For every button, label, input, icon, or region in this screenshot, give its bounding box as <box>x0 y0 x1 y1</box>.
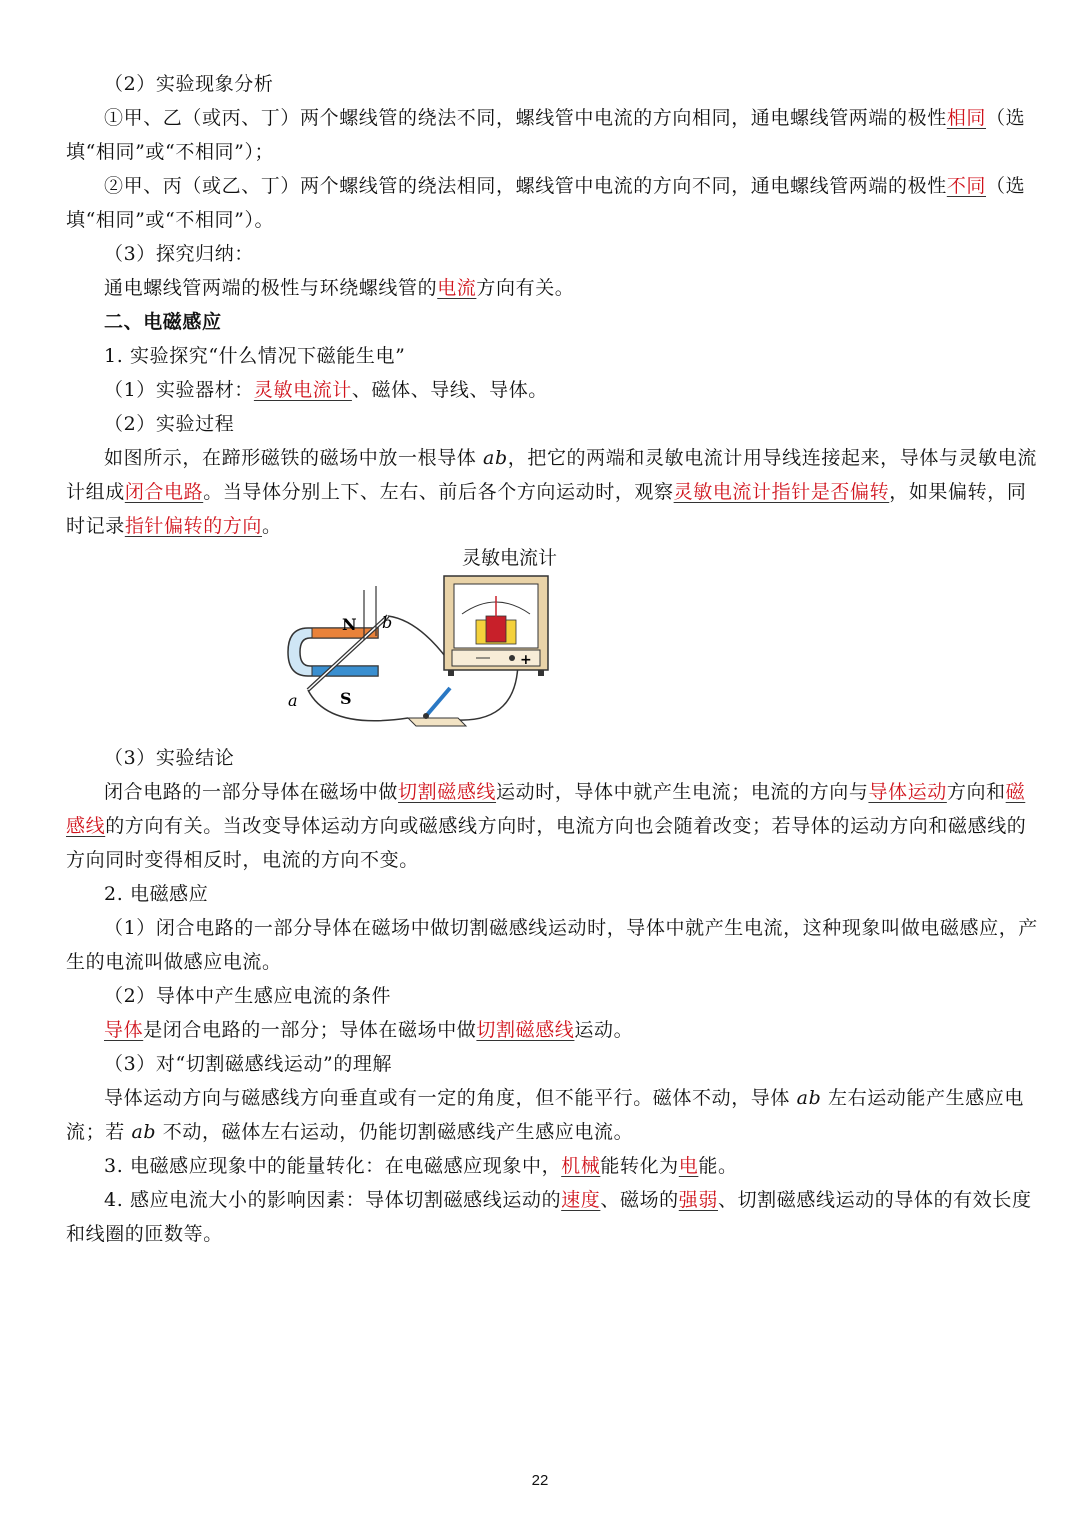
answer-blank: 灵敏电流计 <box>253 379 352 401</box>
answer-blank: 电流 <box>437 277 477 299</box>
page-number: 22 <box>531 1472 549 1489</box>
paragraph: ①甲、乙（或丙、丁）两个螺线管的绕法不同，螺线管中电流的方向相同，通电螺线管两端的极性相同（选 <box>104 107 1026 129</box>
answer-blank: 灵敏电流计指针是否偏转 <box>673 481 890 503</box>
end-b-label: b <box>382 613 393 632</box>
paragraph: 时记录指针偏转的方向。 <box>66 515 282 537</box>
paragraph: 导体运动方向与磁感线方向垂直或有一定的角度，但不能平行。磁体不动，导体 ab 左右运动能产生感应电 <box>104 1087 1024 1109</box>
answer-blank: 闭合电路 <box>124 481 204 503</box>
paragraph: 计组成闭合电路。当导体分别上下、左右、前后各个方向运动时，观察灵敏电流计指针是否偏转，如果偏转，同 <box>66 481 1027 503</box>
paragraph: 和线圈的匝数等。 <box>66 1223 223 1245</box>
paragraph: 通电螺线管两端的极性与环绕螺线管的电流方向有关。 <box>104 277 575 299</box>
subheading: （2）实验过程 <box>104 413 235 435</box>
switch <box>408 688 466 726</box>
answer-blank: 导体运动 <box>868 781 947 803</box>
answer-blank: 切割磁感线 <box>476 1019 575 1041</box>
figure-caption: 灵敏电流计 <box>462 547 558 569</box>
plus-terminal-label: + <box>520 652 532 668</box>
north-pole-label: N <box>342 615 357 634</box>
galvanometer <box>444 576 548 676</box>
paragraph: 感线的方向有关。当改变导体运动方向或磁感线方向时，电流方向也会随着改变；若导体的运动方向和磁感线的 <box>66 815 1027 837</box>
section-title: 二、电磁感应 <box>104 311 222 333</box>
paragraph: （1）实验器材：灵敏电流计、磁体、导线、导体。 <box>104 379 548 401</box>
paragraph: 闭合电路的一部分导体在磁场中做切割磁感线运动时，导体中就产生电流；电流的方向与导体运动方向和磁 <box>104 781 1026 803</box>
answer-blank: 强弱 <box>678 1189 718 1211</box>
answer-blank: 磁 <box>1005 781 1026 803</box>
answer-blank: 机械 <box>561 1155 601 1177</box>
paragraph: 导体是闭合电路的一部分；导体在磁场中做切割磁感线运动。 <box>104 1019 634 1041</box>
subheading: 1. 实验探究“什么情况下磁能生电” <box>104 345 406 367</box>
answer-blank: 指针偏转的方向 <box>124 515 263 537</box>
paragraph: 填“相同”或“不相同”）。 <box>66 209 275 231</box>
paragraph: 3. 电磁感应现象中的能量转化：在电磁感应现象中，机械能转化为电能。 <box>104 1155 738 1177</box>
paragraph: （1）闭合电路的一部分导体在磁场中做切割磁感线运动时，导体中就产生电流，这种现象叫做电磁感应，产 <box>104 917 1038 939</box>
experiment-figure <box>268 540 568 740</box>
paragraph: 方向同时变得相反时，电流的方向不变。 <box>66 849 419 871</box>
wire <box>308 690 408 721</box>
paragraph: 生的电流叫做感应电流。 <box>66 951 282 973</box>
paragraph: ②甲、丙（或乙、丁）两个螺线管的绕法相同，螺线管中电流的方向不同，通电螺线管两端的极性不同（选 <box>104 175 1026 197</box>
paragraph: 流；若 ab 不动，磁体左右运动，仍能切割磁感线产生感应电流。 <box>66 1121 634 1143</box>
answer-blank: 感线 <box>66 815 106 837</box>
south-pole-label: S <box>340 689 352 708</box>
subheading: （2）实验现象分析 <box>104 73 274 95</box>
answer-blank: 速度 <box>561 1189 601 1211</box>
paragraph: 如图所示，在蹄形磁铁的磁场中放一根导体 ab，把它的两端和灵敏电流计用导线连接起来，导体与灵敏电流 <box>104 447 1037 469</box>
subheading: （2）导体中产生感应电流的条件 <box>104 985 392 1007</box>
subheading: 2. 电磁感应 <box>104 883 209 905</box>
answer-blank: 切割磁感线 <box>398 781 497 803</box>
paragraph: 4. 感应电流大小的影响因素：导体切割磁感线运动的速度、磁场的强弱、切割磁感线运动的导体的有效长度 <box>104 1189 1032 1211</box>
subheading: （3）实验结论 <box>104 747 235 769</box>
answer-blank: 导体 <box>104 1019 144 1041</box>
end-a-label: a <box>288 691 298 710</box>
answer-blank: 相同 <box>946 107 987 129</box>
answer-blank: 电 <box>678 1155 699 1177</box>
subheading: （3）探究归纳： <box>104 243 254 265</box>
paragraph: 填“相同”或“不相同”）； <box>66 141 275 163</box>
answer-blank: 不同 <box>946 175 987 197</box>
subheading: （3）对“切割磁感线运动”的理解 <box>104 1053 393 1075</box>
